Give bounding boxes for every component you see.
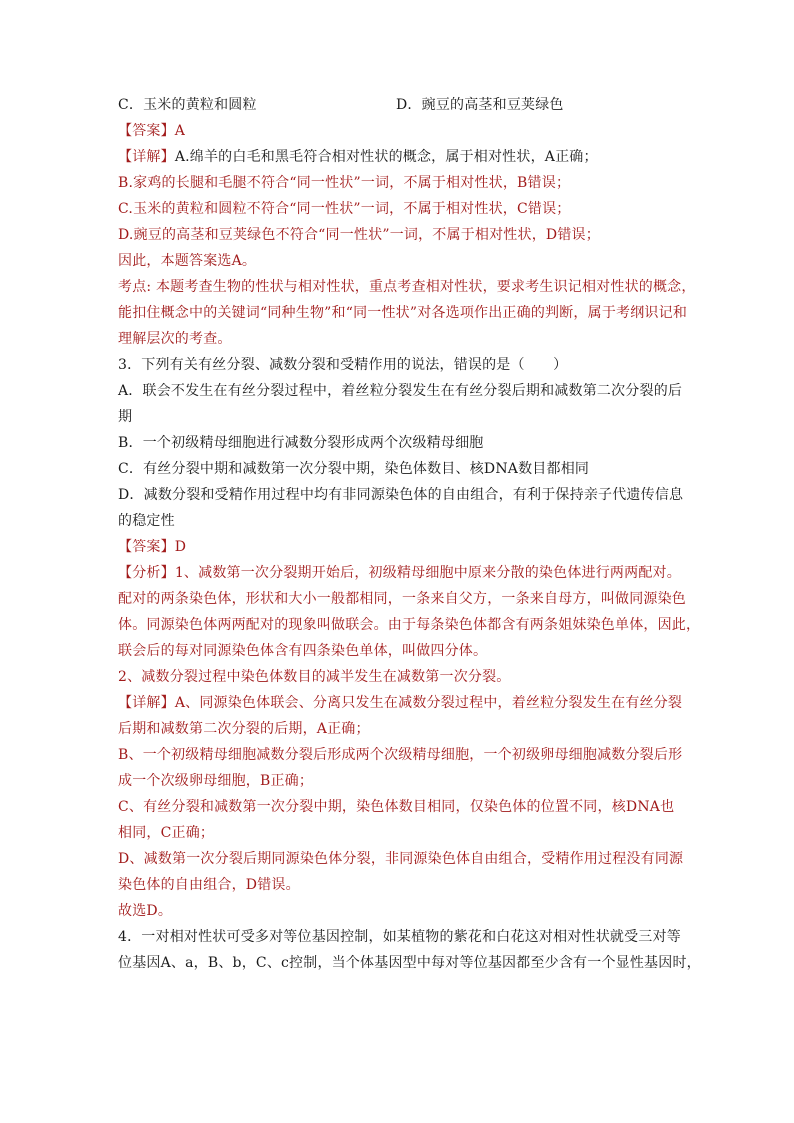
q3-option-c: C．有丝分裂中期和减数第一次分裂中期，染色体数目、核DNA数目都相同 — [118, 461, 590, 477]
q3-detail-line-8: 染色体的自由组合，D错误。 — [118, 877, 300, 893]
q3-option-a-1: A．联会不发生在有丝分裂过程中，着丝粒分裂发生在有丝分裂后期和减数第二次分裂的后 — [118, 383, 683, 399]
q2-detail-line-3: C.玉米的黄粒和圆粒不符合“同一性状”一词，不属于相对性状，C错误； — [118, 201, 571, 217]
q4-stem-2: 位基因A、a，B、b，C、c控制，当个体基因型中每对等位基因都至少含有一个显性基因时， — [118, 955, 701, 971]
q2-answer: 【答案】A — [118, 123, 186, 139]
q3-detail-tag: 【详解】 — [118, 695, 175, 711]
q2-option-c: C．玉米的黄粒和圆粒 — [118, 97, 257, 113]
q3-analysis-line-4: 联会后的每对同源染色体含有四条染色单体，叫做四分体。 — [118, 643, 488, 659]
q2-detail-tag: 【详解】 — [118, 149, 175, 165]
q3-analysis-line-3: 体。同源染色体两两配对的现象叫做联会。由于每条染色体都含有两条姐妹染色单体，因此， — [118, 617, 701, 633]
q3-option-d-1: D．减数分裂和受精作用过程中均有非同源染色体的自由组合，有利于保持亲子代遗传信息 — [118, 487, 684, 503]
q3-stem: 3．下列有关有丝分裂、减数分裂和受精作用的说法，错误的是（ ） — [118, 357, 568, 373]
q3-detail-line-2: 后期和减数第二次分裂的后期，A正确； — [118, 721, 370, 737]
q3-option-b: B．一个初级精母细胞进行减数分裂形成两个次级精母细胞 — [118, 435, 484, 451]
q3-option-a-2: 期 — [118, 409, 133, 425]
q3-analysis-line-2: 配对的两条染色体，形状和大小一般都相同，一条来自父方，一条来自母方，叫做同源染色 — [118, 591, 686, 607]
q2-detail-text: A.绵羊的白毛和黑毛符合相对性状的概念，属于相对性状，A正确； — [174, 149, 598, 165]
q3-analysis-line-1 — [118, 560, 681, 586]
q3-detail-line-7: D、减数第一次分裂后期同源染色体分裂，非同源染色体自由组合，受精作用过程没有同源 — [118, 851, 684, 867]
q3-detail-line-3: B、一个初级精母细胞减数分裂后形成两个次级精母细胞，一个初级卵母细胞减数分裂后形 — [118, 747, 683, 763]
q2-detail-line-1 — [118, 144, 678, 170]
q2-kaodian-line-1: 考点: 本题考查生物的性状与相对性状，重点考查相对性状，要求考生识记相对性状的概念， — [118, 279, 696, 295]
q2-detail-line-2: B.家鸡的长腿和毛腿不符合“同一性状”一词，不属于相对性状，B错误； — [118, 175, 571, 191]
q3-analysis-text: 1、减数第一次分裂期开始后，初级精母细胞中原来分散的染色体进行两两配对。 — [174, 565, 681, 581]
q3-detail-line-9: 故选D。 — [118, 903, 173, 919]
q4-stem-1: 4．一对相对性状可受多对等位基因控制，如某植物的紫花和白花这对相对性状就受三对等 — [118, 929, 681, 945]
q2-kaodian-line-3: 理解层次的考查。 — [118, 331, 232, 347]
q2-detail-line-5: 因此，本题答案选A。 — [118, 253, 257, 269]
q3-detail-line-1 — [118, 690, 683, 716]
q3-answer: 【答案】D — [118, 539, 187, 555]
q3-analysis-tag: 【分析】 — [118, 565, 175, 581]
document-page — [118, 92, 701, 976]
q3-detail-text: A、同源染色体联会、分离只发生在减数分裂过程中，着丝粒分裂发生在有丝分裂 — [174, 695, 683, 711]
q3-option-d-2: 的稳定性 — [118, 513, 175, 529]
q3-detail-line-5: C、有丝分裂和减数第一次分裂中期，染色体数目相同，仅染色体的位置不同，核DNA也 — [118, 799, 675, 815]
q3-detail-line-4: 成一个次级卵母细胞，B正确； — [118, 773, 314, 789]
q2-option-d: D．豌豆的高茎和豆荚绿色 — [396, 97, 564, 113]
q3-analysis-line-5: 2、减数分裂过程中染色体数目的减半发生在减数第一次分裂。 — [118, 669, 511, 685]
q2-kaodian-line-2: 能扣住概念中的关键词“同种生物”和“同一性状”对各选项作出正确的判断，属于考纲识记和 — [118, 305, 688, 321]
q2-options-cd — [118, 92, 678, 118]
q3-detail-line-6: 相同，C正确； — [118, 825, 215, 841]
q2-detail-line-4: D.豌豆的高茎和豆荚绿色不符合“同一性状”一词，不属于相对性状，D错误； — [118, 227, 600, 243]
